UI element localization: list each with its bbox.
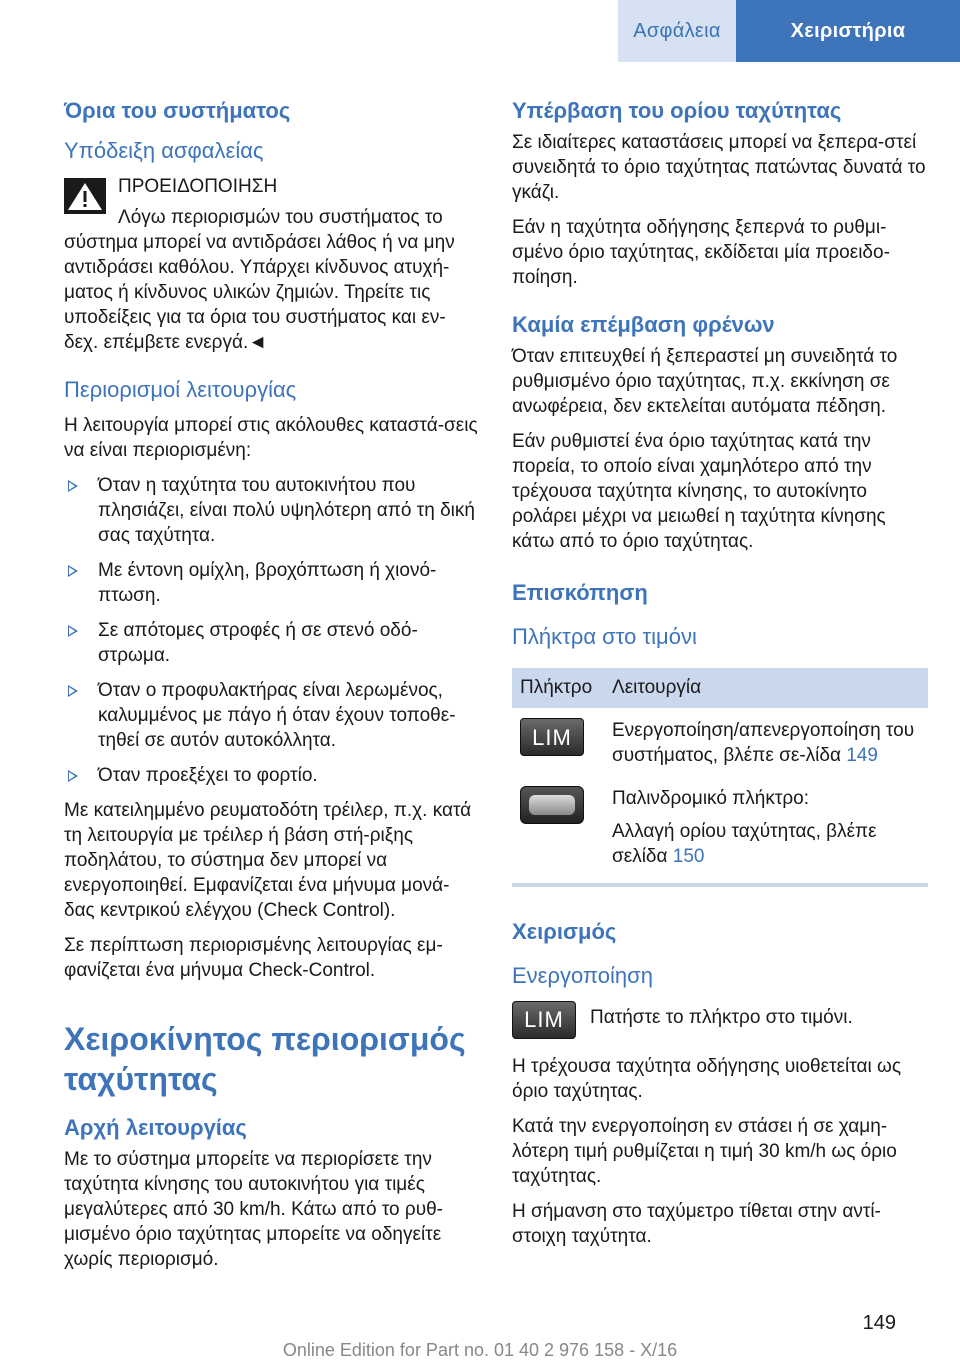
heading-exceed-limit: Υπέρβαση του ορίου ταχύτητας (512, 98, 842, 123)
tab-controls[interactable]: Χειριστήρια (736, 0, 960, 62)
warning-text: σύστημα μπορεί να αντιδράσει λάθος ή να μην αντιδράσει καθόλου. Υπάρχει κίνδυνος ατυχή-ματος ή κίνδυνος υλικών ζημιών. Τηρείτε τις υποδείξεις για τα όρια του συστήματος και εν-δεχ. επέμβετε ενεργά.◄ (64, 232, 455, 353)
principle-text: Με το σύστημα μπορείτε να περιορίσετε την ταχύτητα κίνησης του αυτοκινήτου για τιμές μεγαλύτερες από 30 km/h. Κάτω από το ρυθ-μισμένο όριο ταχύτητας μπορείτε να οδηγείτε χωρίς περιορισμό. (64, 1149, 443, 1270)
exceed-text-2: Εάν η ταχύτητα οδήγησης ξεπερνά το ρυθμι-σμένο όριο ταχύτητας, εκδίδεται μία προειδο-ποίηση. (512, 217, 890, 288)
list-item: Όταν προεξέχει το φορτίο. (64, 763, 478, 788)
table-cell-function: Ενεργοποίηση/απενεργοποίηση του συστήματος, βλέπε σε-λίδα 149 (612, 720, 915, 766)
heading-overview: Επισκόπηση (512, 580, 648, 605)
current-speed-text: Η τρέχουσα ταχύτητα οδήγησης υιοθετείται ως όριο ταχύτητας. (512, 1056, 901, 1102)
bullet-triangle-icon (68, 565, 78, 577)
lim-button-icon: LIM (520, 718, 584, 756)
heading-manual-speed-limit: Χειροκίνητος περιορισμός ταχύτητας (64, 1021, 466, 1097)
rocker-switch-icon (520, 786, 584, 824)
keys-table (512, 668, 928, 887)
press-button-text: Πατήστε το πλήκτρο στο τιμόνι. (590, 1007, 853, 1028)
activation-step (512, 1001, 928, 1040)
heading-no-brake: Καμία επέμβαση φρένων (512, 312, 775, 337)
warning-text-first-line: Λόγω περιορισμών του συστήματος το (118, 207, 443, 228)
right-column (512, 96, 928, 1259)
left-column (64, 96, 478, 1282)
page-reference-link[interactable]: 149 (846, 745, 878, 766)
table-cell-key (512, 776, 604, 885)
heading-activation: Ενεργοποίηση (512, 963, 653, 988)
table-header-key: Πλήκτρο (512, 668, 604, 708)
heading-principle: Αρχή λειτουργίας (64, 1115, 247, 1140)
table-header-row (512, 668, 928, 708)
function-limits-intro: Η λειτουργία μπορεί στις ακόλουθες καταστά-σεις να είναι περιορισμένη: (64, 415, 478, 461)
list-item: Όταν ο προφυλακτήρας είναι λερωμένος, καλυμμένος με πάγο ή όταν έχουν τοποθε-τηθεί σε αυτόν αυτοκόλλητα. (64, 678, 478, 753)
heading-steering-wheel-keys: Πλήκτρα στο τιμόνι (512, 624, 697, 649)
no-brake-text-1: Όταν επιτευχθεί ή ξεπεραστεί μη συνειδητά το ρυθμισμένο όριο ταχύτητας, π.χ. εκκίνηση σε ανωφέρεια, δεν εκτελείται αυτόματα πέδηση. (512, 346, 898, 417)
table-row (512, 776, 928, 885)
bullet-triangle-icon (68, 480, 78, 492)
warning-block (64, 174, 478, 355)
bullet-triangle-icon (68, 625, 78, 637)
heading-system-limits: Όρια του συστήματος (64, 98, 291, 123)
header-tabs (618, 0, 960, 62)
page-number: 149 (862, 1312, 896, 1334)
limits-list (64, 473, 478, 788)
standstill-text: Κατά την ενεργοποίηση εν στάσει ή σε χαμη-λότερη τιμή ρυθμίζεται η τιμή 30 km/h ως όριο ταχύτητας. (512, 1116, 897, 1187)
page-reference-link[interactable]: 150 (672, 846, 705, 867)
footer-edition: Online Edition for Part no. 01 40 2 976 158 - X/16 (282, 1340, 678, 1360)
warning-title: ΠΡΟΕΙΔΟΠΟΙΗΣΗ (118, 176, 278, 197)
list-item: Όταν η ταχύτητα του αυτοκινήτου που πλησιάζει, είναι πολύ υψηλότερη από τη δική σας ταχύτητα. (64, 473, 478, 548)
heading-safety-note: Υπόδειξη ασφαλείας (64, 138, 264, 163)
trailer-note: Με κατειλημμένο ρευματοδότη τρέιλερ, π.χ. κατά τη λειτουργία με τρέιλερ ή βάση στή-ριξης ποδηλάτου, το σύστημα δεν μπορεί να ενεργοποιηθεί. Εμφανίζεται ένα μήνυμα μονά-δας κεντρικού ελέγχου (Check Control). (64, 800, 472, 921)
tab-safety[interactable]: Ασφάλεια (618, 0, 736, 62)
table-cell-key (512, 708, 604, 776)
list-item: Με έντονη ομίχλη, βροχόπτωση ή χιονό-πτωση. (64, 558, 478, 608)
speedometer-marking-text: Η σήμανση στο ταχύμετρο τίθεται στην αντί-στοιχη ταχύτητα. (512, 1201, 881, 1247)
bullet-triangle-icon (68, 770, 78, 782)
list-item: Σε απότομες στροφές ή σε στενό οδό-στρωμα. (64, 618, 478, 668)
table-cell-function: Παλινδρομικό πλήκτρο: Αλλαγή ορίου ταχύτητας, βλέπε σελίδα 150 (604, 776, 928, 885)
heading-function-limits: Περιορισμοί λειτουργίας (64, 377, 297, 402)
lim-button-icon: LIM (512, 1001, 576, 1039)
restricted-function-note: Σε περίπτωση περιορισμένης λειτουργίας εμ-φανίζεται ένα μήνυμα Check-Control. (64, 935, 443, 981)
table-row (512, 708, 928, 776)
no-brake-text-2: Εάν ρυθμιστεί ένα όριο ταχύτητας κατά την πορεία, το οποίο είναι χαμηλότερο από την τρέχουσα ταχύτητα κίνησης, το αυτοκίνητο ρολάρει μέχρι να μειωθεί η ταχύτητα κίνησης κάτω από το όριο ταχύτητας. (512, 431, 886, 552)
bullet-triangle-icon (68, 685, 78, 697)
exceed-text-1: Σε ιδιαίτερες καταστάσεις μπορεί να ξεπερα-στεί συνειδητά το όριο ταχύτητας πατώντας δυνατά το γκάζι. (512, 132, 926, 203)
heading-operation: Χειρισμός (512, 919, 617, 944)
warning-icon (64, 178, 106, 214)
table-header-function: Λειτουργία (604, 668, 928, 708)
